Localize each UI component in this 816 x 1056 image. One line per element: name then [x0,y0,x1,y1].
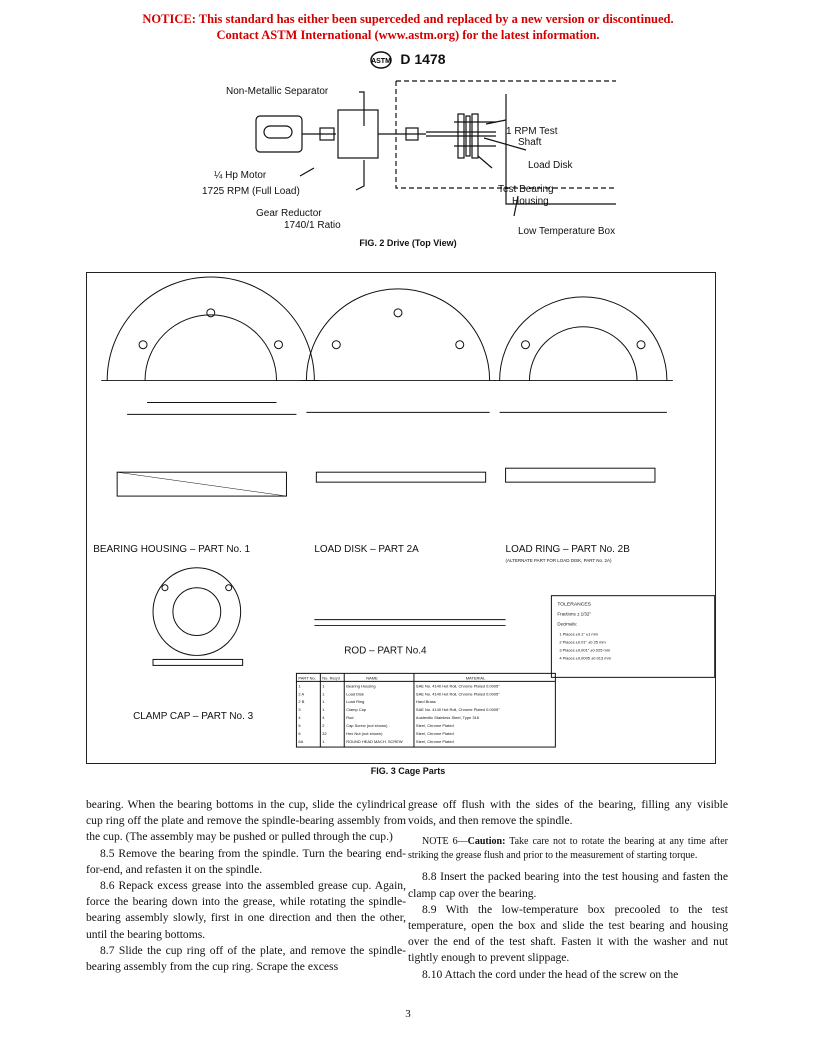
table-cell: Load Ring [346,699,365,705]
label-reductor-2: 1740/1 Ratio [284,220,341,231]
designation: D 1478 [400,51,446,67]
label-box: Low Temperature Box [518,226,616,236]
part-2b-title: LOAD RING – PART No. 2B [505,543,630,555]
paragraph: bearing. When the bearing bottoms in the cup, slide the cylindrical cup ring off the plate and remove the spindle-bearing assembly from the cup. (The assembly may be pushed or pulled through the cup.) [86,798,406,844]
page-number: 3 [405,1008,411,1020]
paragraph: 8.10 Attach the cord under the head of the screw on the [422,967,679,981]
label-reductor-1: Gear Reductor [256,208,322,219]
tolerances-decimals: Decimals: [557,621,577,627]
table-cell: 32 [322,731,327,737]
table-header: MATERIAL [465,675,486,681]
table-cell: Steel, Chrome Plated [415,731,454,737]
table-cell: SAE No. 4140 Hot Roll, Chrome Plated 0.0005" [415,683,500,689]
fig3-cage-parts-drawing [86,272,716,764]
table-cell: Load Disk [346,691,364,697]
table-cell: 6 [298,731,301,737]
label-shaft-2: Shaft [518,137,542,148]
paragraph: 8.9 With the low-temperature box precooled to the test temperature, open the box and slide the test bearing and housing over the end of the test shaft. Fasten it with the washer and nut tightly enough to prevent slippage. [408,902,728,965]
left-column [86,797,406,975]
tolerances-title: TOLERANCES [557,602,591,608]
svg-text:ASTM: ASTM [371,58,392,66]
part-1-title: BEARING HOUSING – PART No. 1 [93,543,251,555]
table-cell: 6A [298,739,304,745]
label-motor-1: ¼ Hp Motor [214,170,267,181]
table-cell: 3 [298,707,301,713]
label-motor-2: 1725 RPM (Full Load) [202,186,300,197]
part-2a-title: LOAD DISK – PART 2A [314,543,419,555]
table-cell: SAE No. 4140 Hot Roll, Chrome Plated 0.0005" [415,691,500,697]
table-header: PART No. [298,675,316,681]
table-cell: 1 [322,699,325,705]
label-load-disk: Load Disk [528,160,573,171]
note-6 [408,835,728,863]
standard-header [0,51,816,69]
note-label: NOTE 6— [422,836,468,848]
tolerance-row: 4 Places ±0.0005 ±0.013 mm [559,655,611,661]
fig2-drive-diagram [196,76,620,236]
table-header: No. Req'd [322,675,340,681]
table-cell: 5 [298,723,301,729]
table-cell: SAE No. 4140 Hot Roll, Chrome Plated 0.0005" [415,707,500,713]
table-header: NAME [366,675,378,681]
table-cell: Rod [346,715,354,721]
paragraph: 8.5 Remove the bearing from the spindle. Turn the bearing end-for-end, and refasten it on the spindle. [86,846,406,876]
table-cell: 1 [322,691,325,697]
note-text: Take care not to rotate the bearing at any time after striking the grease flush and prior to the measurement of starting torque. [408,836,728,862]
table-cell: 4 [298,715,301,721]
tolerance-row: 3 Places ±0.001" ±0.025 mm [559,647,611,653]
table-cell: 4 [322,715,325,721]
part-2b-subtitle: (ALTERNATE PART FOR LOAD DISK, PART No. 2A) [505,557,612,563]
table-cell: Steel, Chrome Plated [415,739,454,745]
notice-line-1: NOTICE: This standard has either been superceded and replaced by a new version or discontinued. [142,12,674,26]
table-cell: 2 A [298,691,305,697]
tolerance-row: 2 Places ±0.01" ±0.25 mm [559,639,606,645]
table-cell: 1 [322,739,325,745]
paragraph: 8.8 Insert the packed bearing into the test housing and fasten the clamp cap over the bearing. [408,870,728,900]
table-cell: Cap Screw (not shown) [346,723,388,729]
notice-line-2: Contact ASTM International (www.astm.org) for the latest information. [216,28,600,42]
paragraph: 8.6 Repack excess grease into the assembled grease cup. Again, force the bearing down into the grease, while rotating the spindle-bearing assembly slowly, first in one direction and then the other, until the bearing bottoms. [86,879,406,941]
tolerances-fractions: Fractions ± 1/32" [557,611,591,617]
label-housing-1: Test Bearing [498,184,554,195]
label-housing-2: Housing [512,196,549,207]
table-cell: Steel, Chrome Plated [415,723,454,729]
table-cell: Clamp Cap [346,707,367,713]
paragraph: grease off flush with the sides of the bearing, filling any visible voids, and then remove the spindle. [408,798,728,828]
right-column [408,797,728,983]
note-caution: Caution: [467,836,506,848]
tolerance-row: 1 Places ±0.1" ±1 mm [559,631,598,637]
table-cell: 2 B [298,699,305,705]
table-cell: Bearing Housing [346,683,376,689]
part-3-title: CLAMP CAP – PART No. 3 [133,711,254,723]
table-cell: Hex Nut (not shown) [346,731,383,737]
part-4-title: ROD – PART No.4 [344,645,427,657]
label-shaft-1: 1 RPM Test [506,126,558,137]
astm-logo-icon [370,51,392,69]
table-cell: 1 [322,707,325,713]
paragraph: 8.7 Slide the cup ring off of the plate, and remove the spindle-bearing assembly from the cup ring. Scrape the excess [86,943,406,974]
label-separator: Non-Metallic Separator [226,86,329,97]
table-cell: Austenitic Stainless Steel, Type 316 [415,715,479,721]
notice-banner [0,11,816,43]
table-cell: ROUND HEAD MACH. SCREW [346,739,403,745]
fig3-caption: FIG. 3 Cage Parts [370,766,446,776]
table-cell: 1 [298,683,301,689]
table-cell: Hard Brass [415,699,436,705]
table-cell: 1 [322,683,325,689]
fig2-caption: FIG. 2 Drive (Top View) [359,238,457,248]
table-cell: 2 [322,723,325,729]
